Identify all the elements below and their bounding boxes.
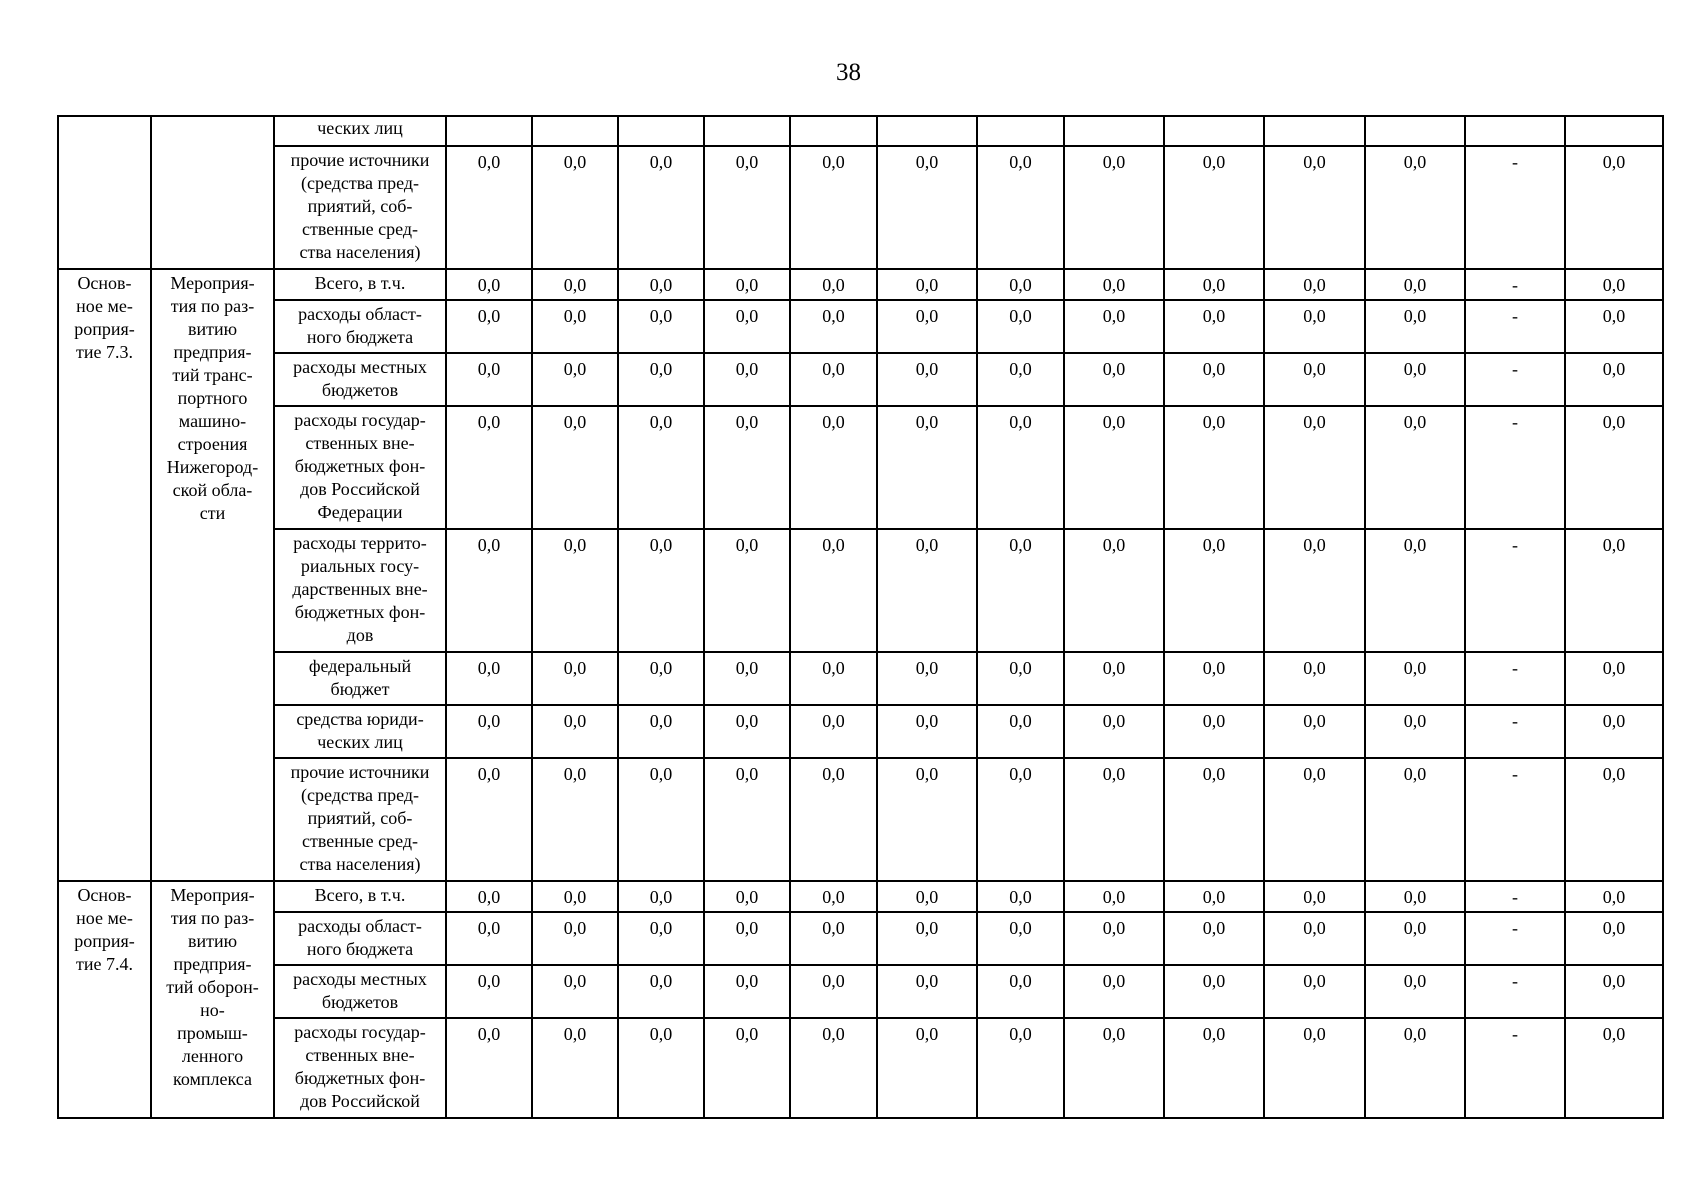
value-cell: 0,0 (1264, 146, 1365, 269)
value-cell: - (1465, 269, 1565, 300)
table-row (58, 529, 1663, 652)
value-cell: 0,0 (704, 353, 790, 406)
value-cell: 0,0 (1164, 652, 1264, 705)
value-cell: 0,0 (1264, 269, 1365, 300)
value-cell: 0,0 (1064, 881, 1164, 912)
value-cell: 0,0 (977, 1018, 1064, 1118)
value-cell: 0,0 (1264, 965, 1365, 1018)
value-cell: 0,0 (1365, 881, 1465, 912)
value-cell (704, 116, 790, 146)
value-cell: 0,0 (1064, 758, 1164, 881)
value-cell: 0,0 (1064, 705, 1164, 758)
value-cell: 0,0 (877, 912, 977, 965)
value-cell: 0,0 (1064, 1018, 1164, 1118)
value-cell: 0,0 (446, 269, 532, 300)
value-cell (1365, 116, 1465, 146)
value-cell: 0,0 (877, 353, 977, 406)
value-cell (1164, 116, 1264, 146)
table-row (58, 116, 1663, 146)
value-cell: 0,0 (1164, 529, 1264, 652)
table-row (58, 758, 1663, 881)
value-cell: 0,0 (446, 300, 532, 353)
value-cell: 0,0 (1565, 652, 1663, 705)
value-cell: 0,0 (877, 300, 977, 353)
value-cell (1565, 116, 1663, 146)
value-cell: 0,0 (532, 353, 618, 406)
value-cell: 0,0 (1064, 269, 1164, 300)
value-cell: 0,0 (532, 881, 618, 912)
value-cell: 0,0 (877, 705, 977, 758)
value-cell: 0,0 (446, 1018, 532, 1118)
value-cell: 0,0 (1365, 269, 1465, 300)
value-cell: 0,0 (790, 881, 877, 912)
value-cell: 0,0 (790, 652, 877, 705)
value-cell: 0,0 (977, 881, 1064, 912)
value-cell: 0,0 (877, 146, 977, 269)
value-cell: 0,0 (1565, 965, 1663, 1018)
activity-code-cell: Основ- ное ме- роприя- тие 7.3. (58, 269, 151, 881)
value-cell: 0,0 (532, 300, 618, 353)
value-cell: 0,0 (790, 965, 877, 1018)
value-cell: 0,0 (1164, 146, 1264, 269)
value-cell: 0,0 (446, 965, 532, 1018)
value-cell: 0,0 (1365, 965, 1465, 1018)
table-row (58, 146, 1663, 269)
value-cell: - (1465, 881, 1565, 912)
value-cell: - (1465, 912, 1565, 965)
value-cell: 0,0 (877, 1018, 977, 1118)
value-cell: 0,0 (790, 269, 877, 300)
funding-source-cell: расходы террито- риальных госу- дарственных вне- бюджетных фон- дов (274, 529, 446, 652)
value-cell: 0,0 (446, 705, 532, 758)
value-cell: 0,0 (704, 1018, 790, 1118)
value-cell: 0,0 (618, 965, 704, 1018)
value-cell: 0,0 (704, 652, 790, 705)
value-cell: 0,0 (977, 965, 1064, 1018)
value-cell: 0,0 (1365, 406, 1465, 529)
value-cell: 0,0 (790, 705, 877, 758)
table-row (58, 881, 1663, 912)
funding-source-cell: расходы государ- ственных вне- бюджетных фон- дов Российской (274, 1018, 446, 1118)
value-cell: 0,0 (618, 705, 704, 758)
value-cell: 0,0 (1565, 705, 1663, 758)
table-row (58, 1018, 1663, 1118)
value-cell: 0,0 (1365, 146, 1465, 269)
value-cell: 0,0 (446, 529, 532, 652)
value-cell: 0,0 (977, 353, 1064, 406)
value-cell: 0,0 (1164, 406, 1264, 529)
value-cell: 0,0 (618, 881, 704, 912)
value-cell: 0,0 (790, 1018, 877, 1118)
value-cell: 0,0 (790, 529, 877, 652)
funding-source-cell: расходы област- ного бюджета (274, 912, 446, 965)
value-cell: 0,0 (977, 758, 1064, 881)
value-cell: 0,0 (1064, 146, 1164, 269)
value-cell: 0,0 (1164, 965, 1264, 1018)
value-cell: 0,0 (790, 146, 877, 269)
value-cell: 0,0 (977, 269, 1064, 300)
value-cell: 0,0 (977, 912, 1064, 965)
value-cell: 0,0 (877, 529, 977, 652)
value-cell: 0,0 (1064, 353, 1164, 406)
value-cell: 0,0 (790, 912, 877, 965)
table-row (58, 406, 1663, 529)
table-row (58, 353, 1663, 406)
value-cell: 0,0 (790, 758, 877, 881)
value-cell: 0,0 (1164, 881, 1264, 912)
activity-name-cell: Мероприя- тия по раз- витию предприя- тий оборон- но- промыш- ленного комплекса (151, 881, 274, 1118)
value-cell: 0,0 (446, 912, 532, 965)
value-cell: 0,0 (877, 652, 977, 705)
value-cell: 0,0 (704, 529, 790, 652)
funding-source-cell: расходы государ- ственных вне- бюджетных фон- дов Российской Федерации (274, 406, 446, 529)
value-cell: 0,0 (618, 529, 704, 652)
value-cell (532, 116, 618, 146)
value-cell: 0,0 (1264, 912, 1365, 965)
value-cell: 0,0 (790, 406, 877, 529)
value-cell: - (1465, 406, 1565, 529)
table-row (58, 965, 1663, 1018)
value-cell: 0,0 (1365, 652, 1465, 705)
value-cell: - (1465, 652, 1565, 705)
value-cell: - (1465, 300, 1565, 353)
value-cell: 0,0 (704, 300, 790, 353)
table-row (58, 705, 1663, 758)
value-cell: 0,0 (704, 269, 790, 300)
value-cell: 0,0 (1164, 912, 1264, 965)
value-cell: - (1465, 965, 1565, 1018)
value-cell: 0,0 (446, 146, 532, 269)
value-cell: 0,0 (1264, 353, 1365, 406)
page-number: 38 (836, 59, 861, 86)
funding-source-cell: расходы местных бюджетов (274, 965, 446, 1018)
value-cell: 0,0 (446, 353, 532, 406)
funding-source-cell: расходы област- ного бюджета (274, 300, 446, 353)
value-cell: 0,0 (618, 300, 704, 353)
activity-code-cell: Основ- ное ме- роприя- тие 7.4. (58, 881, 151, 1118)
value-cell: 0,0 (618, 758, 704, 881)
value-cell: 0,0 (1264, 652, 1365, 705)
value-cell: 0,0 (877, 965, 977, 1018)
value-cell: 0,0 (1565, 406, 1663, 529)
value-cell: 0,0 (618, 1018, 704, 1118)
budget-table (57, 115, 1664, 1119)
value-cell: 0,0 (1064, 300, 1164, 353)
value-cell (877, 116, 977, 146)
value-cell: 0,0 (704, 146, 790, 269)
budget-table-body (58, 116, 1663, 1118)
funding-source-cell: Всего, в т.ч. (274, 269, 446, 300)
value-cell: 0,0 (618, 353, 704, 406)
value-cell: 0,0 (618, 269, 704, 300)
value-cell: 0,0 (1064, 965, 1164, 1018)
value-cell: 0,0 (977, 146, 1064, 269)
value-cell: 0,0 (977, 652, 1064, 705)
value-cell: 0,0 (877, 269, 977, 300)
value-cell: 0,0 (1565, 1018, 1663, 1118)
activity-name-cell: Мероприя- тия по раз- витию предприя- тий транс- портного машино- строения Нижегород- ской обла- сти (151, 269, 274, 881)
funding-source-cell: прочие источники (средства пред- приятий, соб- ственные сред- ства населения) (274, 758, 446, 881)
funding-source-cell: федеральный бюджет (274, 652, 446, 705)
value-cell (1264, 116, 1365, 146)
value-cell: 0,0 (1164, 705, 1264, 758)
value-cell: 0,0 (532, 705, 618, 758)
value-cell (790, 116, 877, 146)
value-cell: 0,0 (1264, 300, 1365, 353)
value-cell: 0,0 (532, 912, 618, 965)
value-cell: 0,0 (877, 758, 977, 881)
value-cell: 0,0 (532, 146, 618, 269)
value-cell: 0,0 (1264, 1018, 1365, 1118)
value-cell: - (1465, 758, 1565, 881)
funding-source-cell: ческих лиц (274, 116, 446, 146)
value-cell: 0,0 (704, 881, 790, 912)
table-row (58, 652, 1663, 705)
value-cell: 0,0 (704, 406, 790, 529)
value-cell: 0,0 (446, 758, 532, 881)
value-cell: 0,0 (1365, 1018, 1465, 1118)
value-cell: 0,0 (704, 912, 790, 965)
value-cell: 0,0 (532, 652, 618, 705)
value-cell: 0,0 (704, 758, 790, 881)
value-cell (618, 116, 704, 146)
value-cell: - (1465, 1018, 1565, 1118)
value-cell: 0,0 (877, 406, 977, 529)
value-cell: - (1465, 529, 1565, 652)
funding-source-cell: прочие источники (средства пред- приятий, соб- ственные сред- ства населения) (274, 146, 446, 269)
value-cell (446, 116, 532, 146)
value-cell: - (1465, 705, 1565, 758)
value-cell: 0,0 (790, 353, 877, 406)
value-cell: 0,0 (790, 300, 877, 353)
value-cell: 0,0 (1565, 146, 1663, 269)
value-cell: 0,0 (1164, 353, 1264, 406)
value-cell: 0,0 (618, 406, 704, 529)
value-cell: 0,0 (1164, 300, 1264, 353)
table-row (58, 912, 1663, 965)
value-cell: 0,0 (704, 965, 790, 1018)
value-cell: 0,0 (618, 146, 704, 269)
value-cell (1064, 116, 1164, 146)
value-cell: 0,0 (1064, 406, 1164, 529)
value-cell: 0,0 (1365, 529, 1465, 652)
value-cell (977, 116, 1064, 146)
value-cell: 0,0 (1565, 912, 1663, 965)
value-cell: 0,0 (977, 529, 1064, 652)
value-cell: 0,0 (877, 881, 977, 912)
value-cell: 0,0 (1164, 758, 1264, 881)
value-cell: - (1465, 353, 1565, 406)
value-cell: 0,0 (1264, 529, 1365, 652)
value-cell: 0,0 (532, 269, 618, 300)
value-cell: - (1465, 146, 1565, 269)
value-cell: 0,0 (532, 529, 618, 652)
value-cell: 0,0 (1365, 912, 1465, 965)
value-cell: 0,0 (1565, 300, 1663, 353)
value-cell: 0,0 (977, 705, 1064, 758)
value-cell: 0,0 (1565, 269, 1663, 300)
value-cell: 0,0 (1164, 1018, 1264, 1118)
value-cell: 0,0 (1264, 406, 1365, 529)
value-cell: 0,0 (1264, 758, 1365, 881)
value-cell: 0,0 (1365, 353, 1465, 406)
value-cell: 0,0 (446, 652, 532, 705)
funding-source-cell: расходы местных бюджетов (274, 353, 446, 406)
value-cell: 0,0 (618, 652, 704, 705)
value-cell (1465, 116, 1565, 146)
value-cell: 0,0 (532, 758, 618, 881)
value-cell: 0,0 (532, 965, 618, 1018)
value-cell: 0,0 (1064, 529, 1164, 652)
table-row (58, 300, 1663, 353)
value-cell: 0,0 (1365, 758, 1465, 881)
funding-source-cell: средства юриди- ческих лиц (274, 705, 446, 758)
value-cell: 0,0 (1164, 269, 1264, 300)
value-cell: 0,0 (446, 881, 532, 912)
value-cell: 0,0 (1264, 881, 1365, 912)
value-cell: 0,0 (1064, 652, 1164, 705)
activity-name-cell (151, 116, 274, 269)
funding-source-cell: Всего, в т.ч. (274, 881, 446, 912)
value-cell: 0,0 (704, 705, 790, 758)
value-cell: 0,0 (446, 406, 532, 529)
value-cell: 0,0 (532, 406, 618, 529)
value-cell: 0,0 (532, 1018, 618, 1118)
value-cell: 0,0 (977, 300, 1064, 353)
value-cell: 0,0 (1565, 758, 1663, 881)
value-cell: 0,0 (1365, 705, 1465, 758)
value-cell: 0,0 (1264, 705, 1365, 758)
value-cell: 0,0 (618, 912, 704, 965)
value-cell: 0,0 (1365, 300, 1465, 353)
value-cell: 0,0 (1565, 353, 1663, 406)
value-cell: 0,0 (1565, 529, 1663, 652)
value-cell: 0,0 (1565, 881, 1663, 912)
value-cell: 0,0 (977, 406, 1064, 529)
activity-code-cell (58, 116, 151, 269)
value-cell: 0,0 (1064, 912, 1164, 965)
table-row (58, 269, 1663, 300)
